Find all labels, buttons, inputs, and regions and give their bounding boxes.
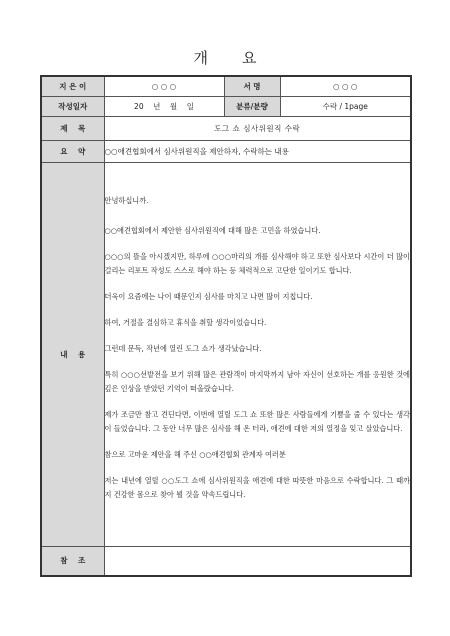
content-paragraph: 하여, 거절을 결심하고 휴식을 취할 생각이었습니다. bbox=[104, 318, 267, 327]
content-paragraph: ○○애견협회에서 제안한 심사위원직에 대해 많은 고민을 하였습니다. bbox=[104, 226, 321, 235]
content-paragraph: 안녕하십니까. bbox=[104, 196, 149, 205]
subject-label: 제 목 bbox=[41, 116, 104, 140]
category-value: 수락 / 1page bbox=[280, 96, 411, 116]
content-paragraph: 그런데 문득, 작년에 열린 도그 쇼가 생각났습니다. bbox=[104, 344, 262, 353]
date-label: 작성일자 bbox=[41, 96, 104, 116]
author-value: ○ ○ ○ bbox=[104, 76, 224, 96]
title-char-2: 요 bbox=[242, 49, 257, 67]
content-paragraphs bbox=[105, 194, 411, 502]
content-paragraph: 제가 조금만 참고 견딘다면, 이번에 열릴 도그 쇼 또한 많은 사람들에게 기쁨을 줄 수 있다는 생각이 들었습니다. 그 동안 너무 많은 심사를 해 온 터라, 애견에 대한 저의 열정을 잊고 살았습니다. bbox=[104, 410, 410, 433]
author-label: 지 은 이 bbox=[41, 76, 104, 96]
content-paragraph: 더욱이 요즘에는 나이 때문인지 심사를 마치고 나면 많이 지칩니다. bbox=[104, 292, 313, 301]
subject-value: 도그 쇼 심사위원직 수락 bbox=[104, 116, 411, 140]
category-label: 분류/분량 bbox=[224, 96, 280, 116]
content-label: 내 용 bbox=[41, 162, 104, 546]
reference-value bbox=[104, 546, 411, 576]
summary-form bbox=[40, 75, 412, 577]
summary-value: ○○애견협회에서 심사위원직을 제안하자, 수락하는 내용 bbox=[104, 140, 411, 162]
content-paragraph: 저는 내년에 열릴 ○○도그 쇼에 심사위원직을 애견에 대한 따뜻한 마음으로 수락합니다. 그 때까지 건강한 몸으로 찾아 뵐 것을 약속드립니다. bbox=[104, 476, 410, 499]
title-char-1: 개 bbox=[193, 49, 208, 67]
reference-label: 참 조 bbox=[41, 546, 104, 576]
date-value: 20 년 월 일 bbox=[104, 96, 224, 116]
content-paragraph: ○○○의 뜰을 아시겠지만, 하루에 ○○○마리의 개를 심사해야 하고 또한 심사보다 시간이 더 많이 걸리는 리포트 작성도 스스로 해야 하는 등 체력적으로 고단한 일이기도 합니다. bbox=[104, 252, 410, 275]
document-title bbox=[0, 47, 450, 68]
signature-label: 서 명 bbox=[224, 76, 280, 96]
content-body bbox=[104, 162, 411, 546]
signature-value: ○ ○ ○ bbox=[280, 76, 411, 96]
summary-label: 요 약 bbox=[41, 140, 104, 162]
content-paragraph: 특히 ○○○선발전을 보기 위해 많은 관람객이 마지막까지 남아 자신이 선호하는 개를 응원한 것에 깊은 인상을 받았던 기억이 떠올랐습니다. bbox=[104, 370, 410, 393]
content-paragraph: 참으로 고마운 제안을 해 주신 ○○애견협회 관계자 여러분 bbox=[104, 450, 286, 459]
